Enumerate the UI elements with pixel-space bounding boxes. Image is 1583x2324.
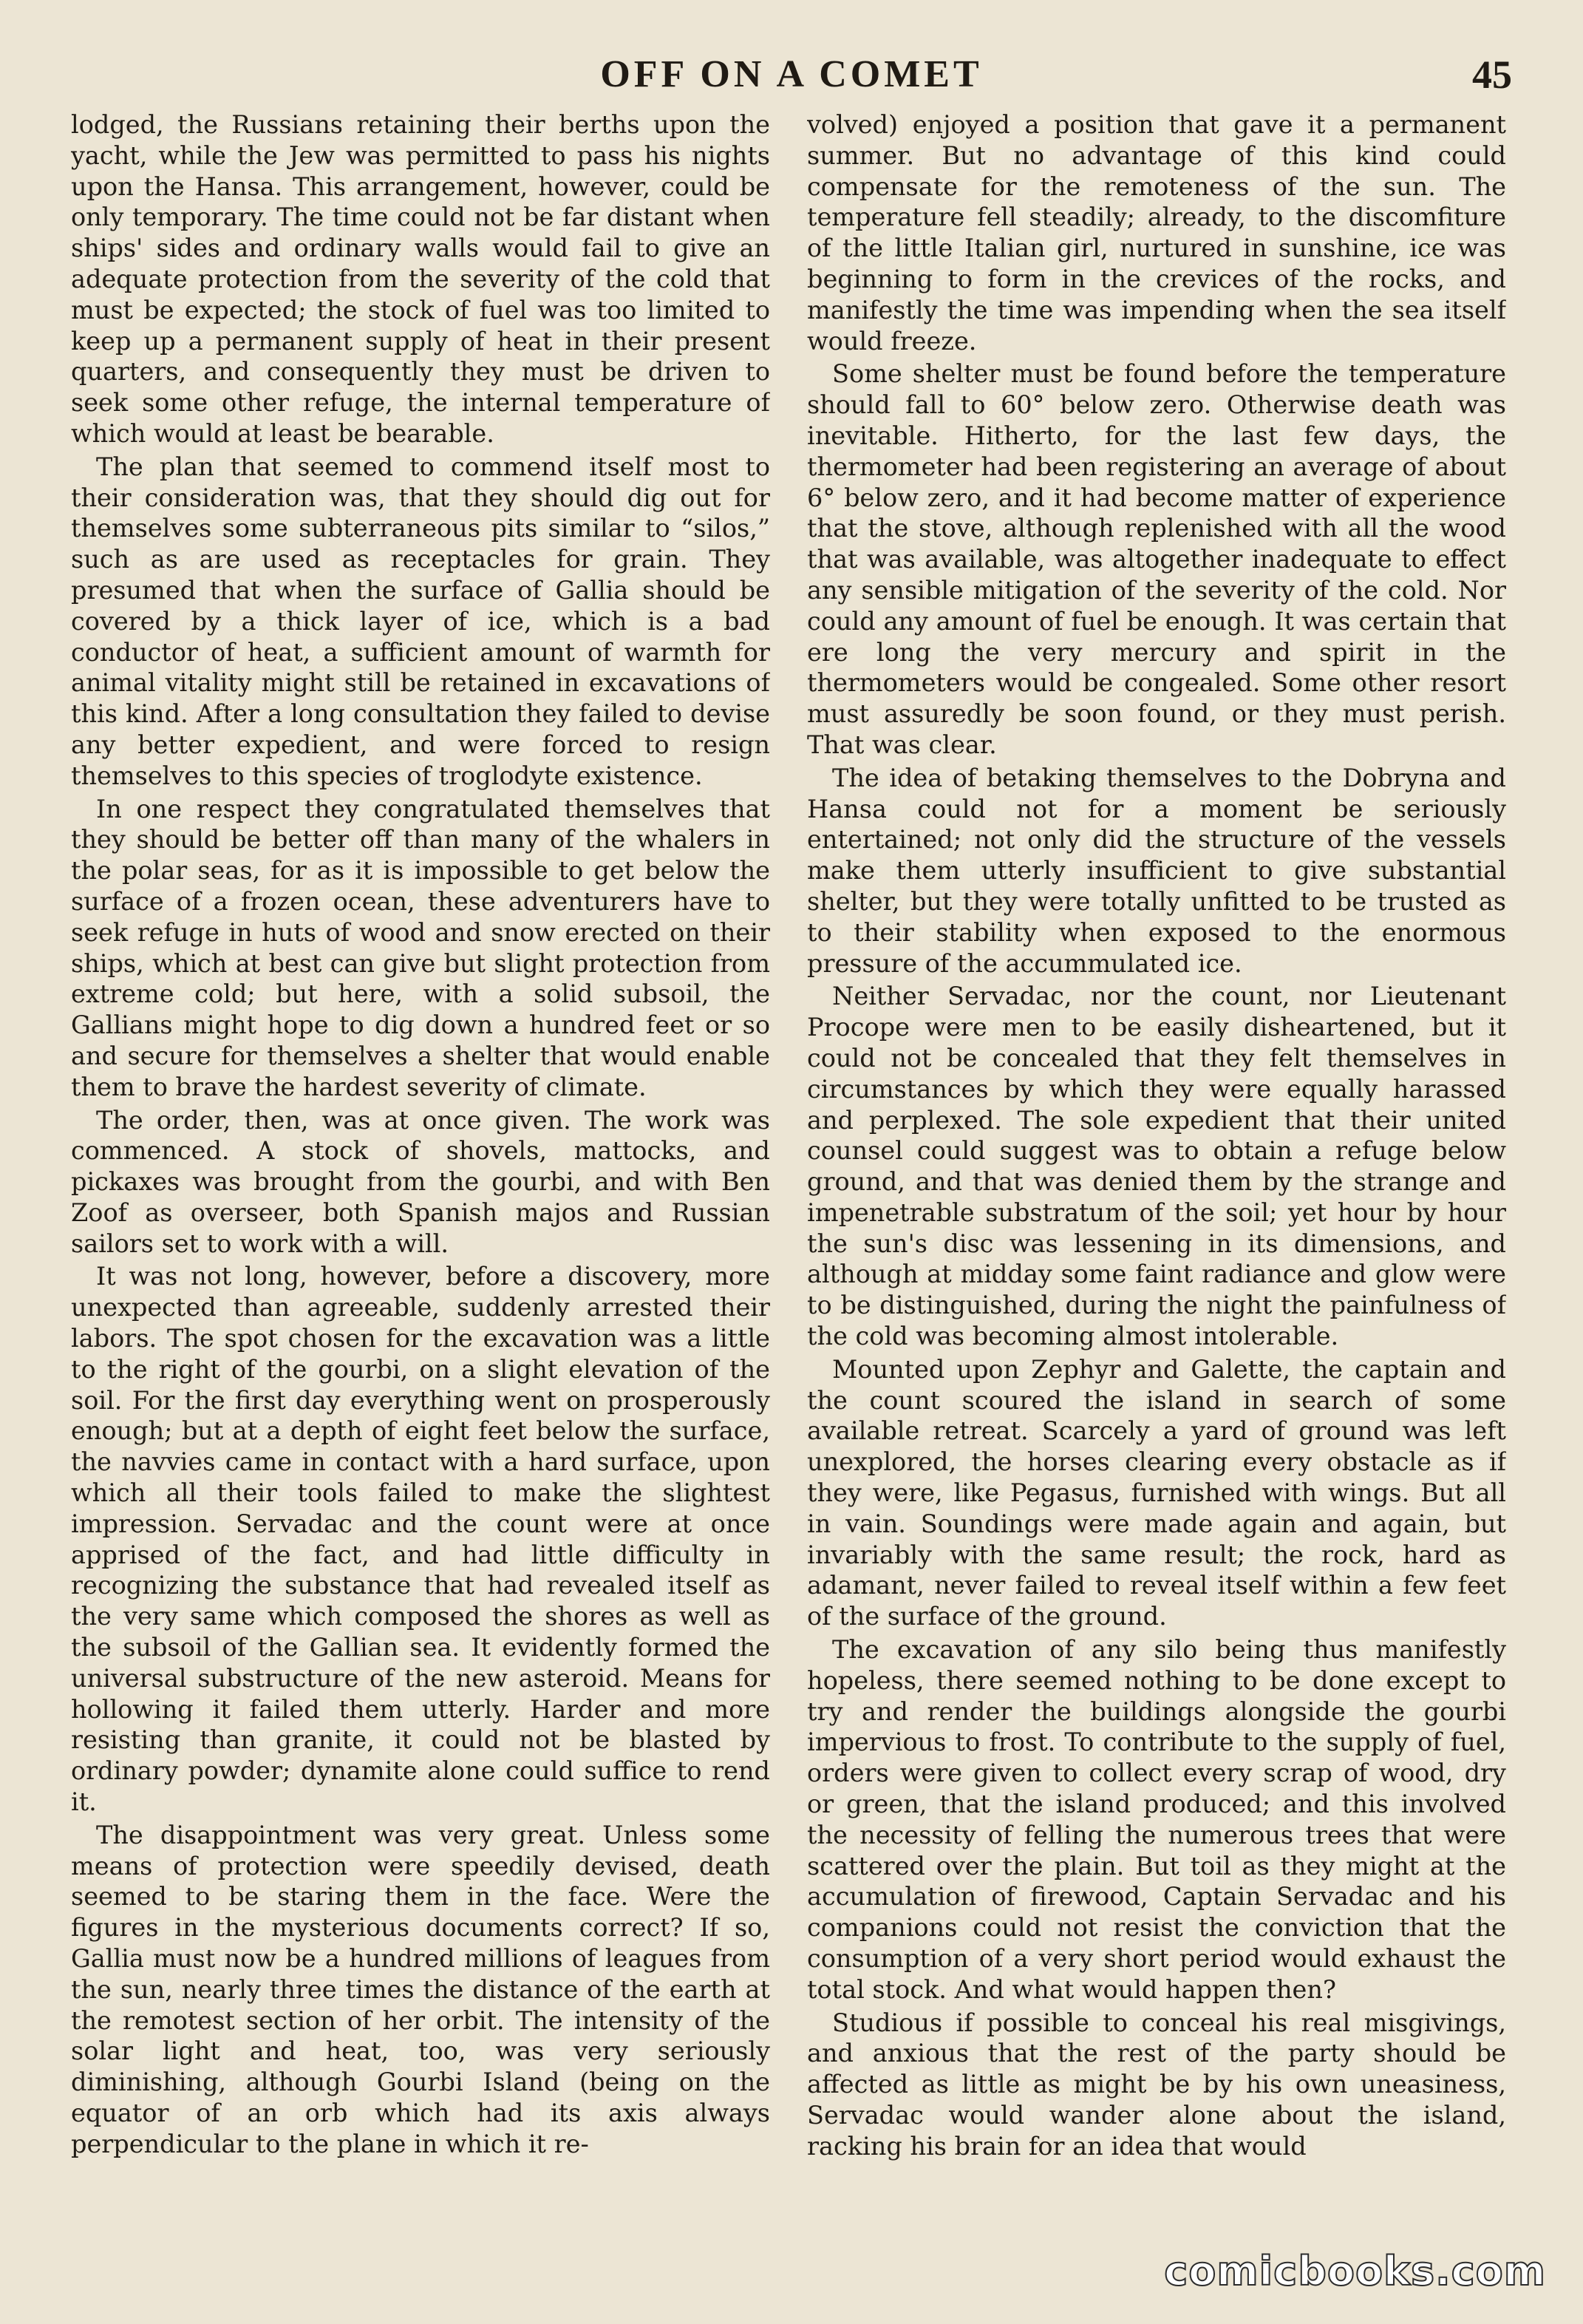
paragraph: In one respect they congratulated themselves that they should be better off than many of the whalers in the polar seas, for as it is impossible to get below the surface of a frozen ocean, these adventurers have to seek refuge in huts of wood and snow erected on their ships, which at best can give but slight protection from extreme cold; but here, with a solid subsoil, the Gallians might hope to dig down a hundred feet or so and secure for themselves a shelter that would enable them to brave the hardest severity of climate. xyxy=(71,794,770,1101)
paragraph: The excavation of any silo being thus manifestly hopeless, there seemed nothing to be done except to try and render the buildings alongside the gourbi impervious to frost. To contribute to the supply of fuel, orders were given to collect every scrap of wood, dry or green, that the island produced; and this involved the necessity of felling the numerous trees that were scattered over the plain. But toil as they might at the accumulation of firewood, Captain Servadac and his companions could not resist the conviction that the consumption of a very short period would exhaust the total stock. And what would happen then? xyxy=(807,1635,1506,2004)
right-column xyxy=(807,109,1506,2253)
paragraph: It was not long, however, before a discovery, more unexpected than agreeable, suddenly arrested their labors. The spot chosen for the excavation was a little to the right of the gourbi, on a slight elevation of the soil. For the first day everything went on prosperously enough; but at a depth of eight feet below the surface, the navvies came in contact with a hard surface, upon which all their tools failed to make the slightest impression. Servadac and the count were at once apprised of the fact, and had little difficulty in recognizing the substance that had revealed itself as the very same which composed the shores as well as the subsoil of the Gallian sea. It evidently formed the universal substructure of the new asteroid. Means for hollowing it failed them utterly. Harder and more resisting than granite, it could not be blasted by ordinary powder; dynamite alone could suffice to rend it. xyxy=(71,1262,770,1817)
running-title: OFF ON A COMET xyxy=(600,53,983,95)
paragraph: The plan that seemed to commend itself most to their consideration was, that they should dig out for themselves some subterraneous pits similar to “silos,” such as are used as receptacles for grain. They presumed that when the surface of Gallia should be covered by a thick layer of ice, which is a bad conductor of heat, a sufficient amount of warmth for animal vitality might still be retained in excavations of this kind. After a long consultation they failed to devise any better expedient, and were forced to resign themselves to this species of troglodyte existence. xyxy=(71,452,770,790)
paragraph: The idea of betaking themselves to the Dobryna and Hansa could not for a moment be seriously entertained; not only did the structure of the vessels make them utterly insufficient to give substantial shelter, but they were totally unfitted to be trusted as to their stability when exposed to the enormous pressure of the accummulated ice. xyxy=(807,763,1506,978)
left-column xyxy=(71,109,770,2253)
paragraph: Mounted upon Zephyr and Galette, the captain and the count scoured the island in search of some available retreat. Scarcely a yard of ground was left unexplored, the horses clearing every obstacle as if they were, like Pegasus, furnished with wings. But all in vain. Soundings were made again and again, but invariably with the same result; the rock, hard as adamant, never failed to reveal itself within a few feet of the surface of the ground. xyxy=(807,1354,1506,1631)
paragraph: The disappointment was very great. Unless some means of protection were speedily devised, death seemed to be staring them in the face. Were the figures in the mysterious documents correct? If so, Gallia must now be a hundred millions of leagues from the sun, nearly three times the distance of the earth at the remotest section of her orbit. The intensity of the solar light and heat, too, was very seriously diminishing, although Gourbi Island (being on the equator of an orb which had its axis always perpendicular to the plane in which it re- xyxy=(71,1820,770,2158)
running-header xyxy=(71,49,1512,101)
paragraph: Some shelter must be found before the temperature should fall to 60° below zero. Otherwise death was inevitable. Hitherto, for the last few days, the thermometer had been registering an average of about 6° below zero, and it had become matter of experience that the stove, although replenished with all the wood that was available, was altogether inadequate to effect any sensible mitigation of the severity of the cold. Nor could any amount of fuel be enough. It was certain that ere long the very mercury and spirit in the thermometers would be congealed. Some other resort must assuredly be soon found, or they must perish. That was clear. xyxy=(807,359,1506,759)
paragraph: volved) enjoyed a position that gave it a permanent summer. But no advantage of this kind could compensate for the remoteness of the sun. The temperature fell steadily; already, to the discomfiture of the little Italian girl, nurtured in sunshine, ice was beginning to form in the crevices of the rocks, and manifestly the time was impending when the sea itself would freeze. xyxy=(807,110,1506,356)
paragraph: The order, then, was at once given. The work was commenced. A stock of shovels, mattocks, and pickaxes was brought from the gourbi, and with Ben Zoof as overseer, both Spanish majos and Russian sailors set to work with a will. xyxy=(71,1105,770,1258)
site-watermark: comicbooks.com xyxy=(1164,2248,1546,2294)
paragraph: lodged, the Russians retaining their berths upon the yacht, while the Jew was permitted to pass his nights upon the Hansa. This arrangement, however, could be only temporary. The time could not be far distant when ships' sides and ordinary walls would fail to give an adequate protection from the severity of the cold that must be expected; the stock of fuel was too limited to keep up a permanent supply of heat in their present quarters, and consequently they must be driven to seek some other refuge, the internal temperature of which would at least be bearable. xyxy=(71,110,770,448)
page-number: 45 xyxy=(1472,52,1512,97)
paragraph: Studious if possible to conceal his real misgivings, and anxious that the rest of the party should be affected as little as might be by his own uneasiness, Servadac would wander alone about the island, racking his brain for an idea that would xyxy=(807,2008,1506,2161)
paragraph: Neither Servadac, nor the count, nor Lieutenant Procope were men to be easily disheartened, but it could not be concealed that they felt themselves in circumstances by which they were equally harassed and perplexed. The sole expedient that their united counsel could suggest was to obtain a refuge below ground, and that was denied them by the strange and impenetrable substratum of the soil; yet hour by hour the sun's disc was lessening in its dimensions, and although at midday some faint radiance and glow were to be distinguished, during the night the painfulness of the cold was becoming almost intolerable. xyxy=(807,982,1506,1351)
